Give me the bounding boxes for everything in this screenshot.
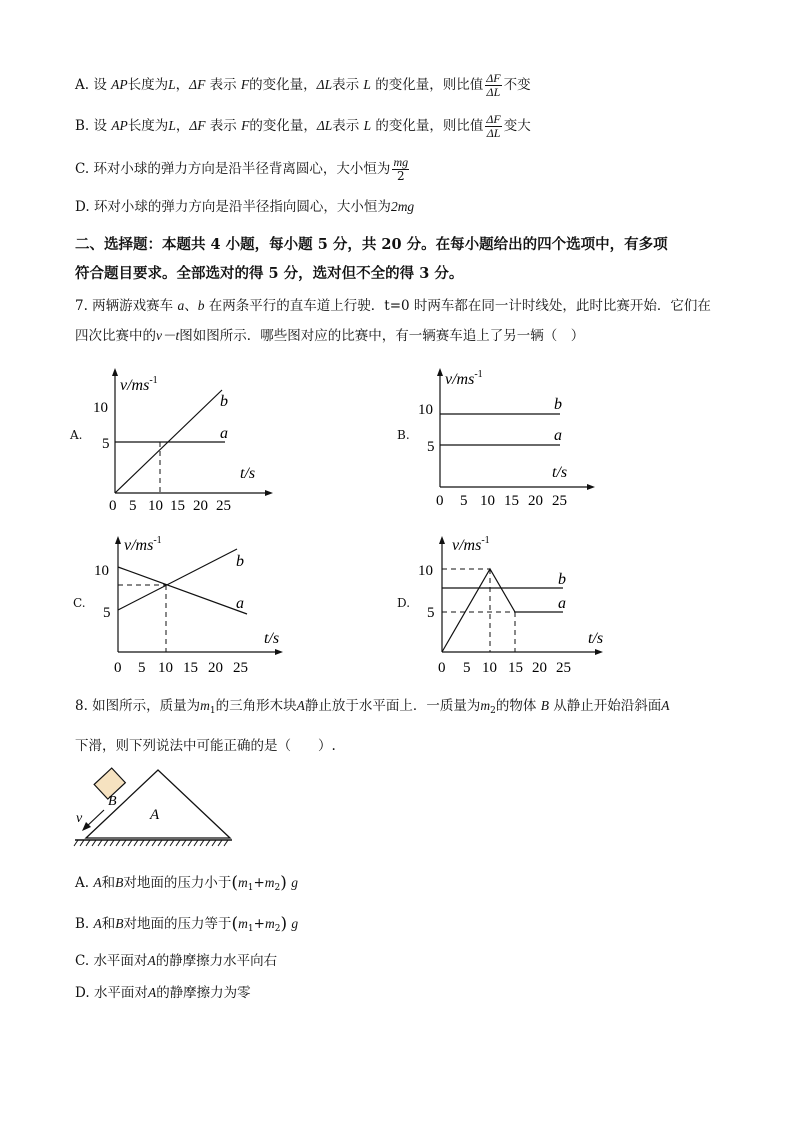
line-b-label: b <box>558 571 566 588</box>
line-a <box>442 569 563 652</box>
q8-stem-line2: 下滑，则下列说法中可能正确的是（ ）. <box>75 738 336 754</box>
y-tick-10: 10 <box>94 563 109 579</box>
x-axis-arrow-icon <box>265 490 273 496</box>
x-tick-10: 10 <box>158 660 173 676</box>
x-tick-20: 20 <box>193 498 208 510</box>
x-tick-25: 25 <box>552 493 567 509</box>
y-tick-10: 10 <box>418 402 433 418</box>
x-tick-25: 25 <box>216 498 231 510</box>
line-a-label: a <box>558 595 566 612</box>
x-tick-0: 0 <box>114 660 122 676</box>
graph-d <box>412 528 612 680</box>
x-tick-25: 25 <box>556 660 571 676</box>
q6-option-a: A. 设 AP长度为L，ΔF 表示 F的变化量，ΔL表示 L 的变化量，则比值 $\frac{\Delta F}{\Delta L}$ 不变 <box>75 71 531 99</box>
x-axis-arrow-icon <box>587 484 595 490</box>
x-tick-5: 5 <box>463 660 471 676</box>
line-b <box>118 549 237 610</box>
y-tick-5: 5 <box>103 605 111 621</box>
graph-a <box>90 360 280 510</box>
y-axis-label: $v/ms^{-1}$ <box>445 369 483 388</box>
x-tick-10: 10 <box>480 493 495 509</box>
x-axis-arrow-icon <box>595 649 603 655</box>
x-tick-15: 15 <box>504 493 519 509</box>
y-tick-5: 5 <box>427 439 435 455</box>
q6-option-c: C. 环对小球的弹力方向是沿半径背离圆心，大小恒为 $\frac{mg}{2}$ <box>75 155 409 183</box>
q7-stem-line1: 7. 两辆游戏赛车 a、b 在两条平行的直车道上行驶．t=0 时两车都在同一计时线处，此时比赛开始．它们在 <box>75 298 711 314</box>
ground-hatching <box>74 840 228 846</box>
y-tick-10: 10 <box>418 563 433 579</box>
fraction: $\frac{\Delta F}{\Delta L}$ <box>486 112 501 140</box>
graph-c <box>90 528 290 680</box>
x-tick-15: 15 <box>170 498 185 510</box>
x-axis-label: t/s <box>552 464 568 481</box>
graph-b-option-label: B. <box>397 428 410 442</box>
graph-a-option-label: A. <box>70 428 83 442</box>
y-axis-arrow-icon <box>115 536 121 544</box>
graph-b <box>412 360 602 510</box>
x-tick-0: 0 <box>109 498 117 510</box>
q8-option-a: A. A和B对地面的压力小于$(m_1+m_2)$ g <box>75 873 298 893</box>
x-tick-0: 0 <box>436 493 444 509</box>
y-tick-5: 5 <box>102 436 110 452</box>
x-tick-5: 5 <box>460 493 468 509</box>
x-tick-5: 5 <box>138 660 146 676</box>
x-tick-5: 5 <box>129 498 137 510</box>
q7-stem-line2: 四次比赛中的v－t图如图所示．哪些图对应的比赛中，有一辆赛车追上了另一辆（ ） <box>75 328 585 344</box>
x-tick-25: 25 <box>233 660 248 676</box>
line-b-label: b <box>554 396 562 413</box>
x-tick-15: 15 <box>508 660 523 676</box>
x-tick-10: 10 <box>148 498 163 510</box>
y-tick-10: 10 <box>93 400 108 416</box>
y-axis-label: $v/ms^{-1}$ <box>120 375 158 394</box>
velocity-label: v <box>76 811 83 826</box>
line-a-label: a <box>236 595 244 612</box>
x-tick-20: 20 <box>532 660 547 676</box>
fraction: $\frac{\Delta F}{\Delta L}$ <box>486 71 501 99</box>
q8-option-d: D. 水平面对A的静摩擦力为零 <box>75 985 251 1001</box>
x-tick-10: 10 <box>482 660 497 676</box>
x-axis-label: t/s <box>264 630 280 647</box>
wedge-label: A <box>150 807 160 823</box>
q6-option-b: B. 设 AP长度为L，ΔF 表示 F的变化量，ΔL表示 L 的变化量，则比值 $\frac{\Delta F}{\Delta L}$ 变大 <box>75 112 531 140</box>
x-tick-20: 20 <box>528 493 543 509</box>
y-tick-5: 5 <box>427 605 435 621</box>
x-axis-label: t/s <box>240 465 256 482</box>
q6-option-d: D. 环对小球的弹力方向是沿半径指向圆心，大小恒为2mg <box>75 199 415 215</box>
line-a-label: a <box>220 425 228 442</box>
line-b-label: b <box>220 393 228 410</box>
fraction: $\frac{mg}{2}$ <box>393 155 409 183</box>
line-a <box>118 567 247 614</box>
x-tick-15: 15 <box>183 660 198 676</box>
y-axis-label: $v/ms^{-1}$ <box>124 535 162 554</box>
x-tick-0: 0 <box>438 660 446 676</box>
q8-figure <box>72 764 237 856</box>
q8-stem-line1: 8. 如图所示，质量为$m_1$的三角形木块A静止放于水平面上．一质量为$m_2$的物体 B 从静止开始沿斜面A <box>75 698 670 716</box>
graph-d-option-label: D. <box>397 596 411 610</box>
section-heading-line2: 符合题目要求。全部选对的得 5 分，选对但不全的得 3 分。 <box>75 265 464 282</box>
y-axis-arrow-icon <box>439 536 445 544</box>
q8-option-c: C. 水平面对A的静摩擦力水平向右 <box>75 953 278 969</box>
x-tick-20: 20 <box>208 660 223 676</box>
y-axis-label: $v/ms^{-1}$ <box>452 535 490 554</box>
graph-c-option-label: C. <box>73 596 86 610</box>
x-axis-label: t/s <box>588 630 604 647</box>
y-axis-arrow-icon <box>112 368 118 376</box>
y-axis-arrow-icon <box>437 368 443 376</box>
block-label: B <box>108 794 117 809</box>
q8-option-b: B. A和B对地面的压力等于$(m_1+m_2)$ g <box>75 914 299 934</box>
section-heading-line1: 二、选择题：本题共 4 小题，每小题 5 分，共 20 分。在每小题给出的四个选项中，有多项 <box>75 236 668 253</box>
x-axis-arrow-icon <box>275 649 283 655</box>
line-a-label: a <box>554 427 562 444</box>
line-b-label: b <box>236 553 244 570</box>
